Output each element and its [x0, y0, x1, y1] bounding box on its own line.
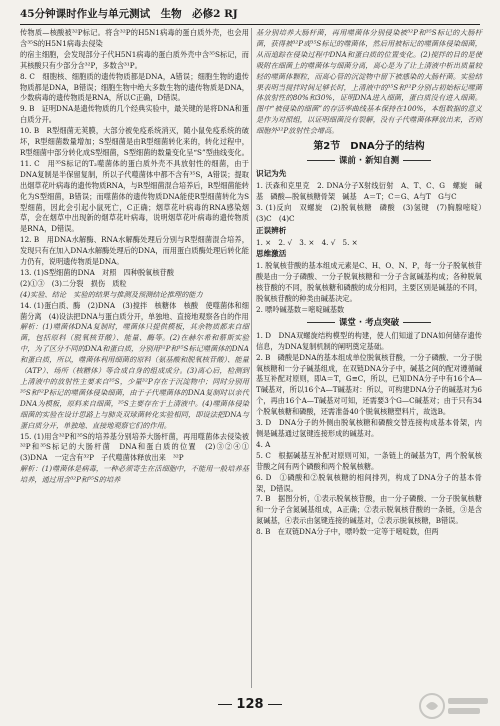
answer-paragraph: 13. (1)S型细菌的DNA 对照 四种脱氧核苷酸: [20, 267, 174, 277]
explanation-paragraph: 解析：(1)噬菌体是病毒，一种必须寄生在活细胞中，不能用一般培养基培养，通过用含³²P和³⁵S的培养: [20, 464, 249, 485]
heading-judge: 正误辨析: [256, 225, 287, 235]
practice-item: 7. B 据图分析，①表示脱氧核苷酸，由一分子磷酸、一分子脱氧核糖和一分子含氮碱基组成，A正确；②表示脱氧核苷酸的一条链，③是含氮碱基，④表示由氢键连接的碱基对，②表示脱氧核糖，B错误。: [256, 494, 482, 526]
watermark-logo-icon: [418, 690, 494, 722]
practice-item: 8. B 在双链DNA分子中，嘌呤数一定等于嘧啶数，但两: [256, 527, 439, 537]
sub-title-pre-class: 课前 · 新知自测: [256, 155, 482, 167]
practice-item: 4. A: [256, 439, 271, 449]
explanation-paragraph: 基分别培养大肠杆菌，再用噬菌体分别侵染被³²P和³⁵S标记的大肠杆菌，获得被³²P或³⁵S标记的噬菌体，然后用被标记的噬菌体侵染细菌，从而追踪在侵染过程中DNA和蛋白质的位置变化。(2)搅拌的目的是使吸附在细菌上的噬菌体与细菌分离，离心是为了让上清液中析出质量较轻的噬菌体颗粒，而离心管的沉淀物中留下被感染的大肠杆菌。实验结果表明当搅拌时间足够长时，上清液中的³⁵S和³²P分别占初始标记噬菌体放射性的80%和30%，证明DNA进入细菌，蛋白质没有进入细菌。图中“被侵染的细菌”的存活率曲线基本保持在100%，本组数据的意义是作为对照组，以证明细菌没有裂解，没有子代噬菌体释放出来，否则细胞外³²P放射性会增高。: [256, 28, 482, 136]
sub-title-in-class: 课堂 · 考点突破: [256, 317, 482, 329]
left-column: [20, 28, 257, 688]
answer-paragraph: 10. B R型细菌无荚膜，大部分被免疫系统消灭，随小鼠免疫系统的破坏，R型细菌数量增加；S型细菌是由R型细菌转化来的，转化过程中，R型细菌中部分转化成S型细菌，S型细菌的数量变化呈“S”型曲线变化。: [20, 126, 249, 157]
recall-item: 1. 沃森和克里克 2. DNA分子X射线衍射 A、T、C、G 螺旋 碱基 磷酸—脱氧核糖骨架 碱基 A＝T；C＝G、A与T G与C: [256, 180, 482, 201]
practice-item: 5. C 根据碱基互补配对原则可知，一条链上的碱基为T，两个脱氧核苷酸之间有两个磷酸和两个脱氧核糖。: [256, 450, 482, 471]
judge-items: 1. × 2. √ 3. × 4. √ 5. ×: [256, 237, 358, 247]
practice-item: 1. D DNA双螺旋结构模型的构建，使人们知道了DNA如何储存遗传信息，为DNA复制机制的阐明奠定基础。: [256, 330, 482, 351]
recall-item: 3. (1)反向 双螺旋 (2)脱氧核糖 磷酸 (3)氢键 (7)胸腺嘧啶） (3)C (4)C: [256, 202, 490, 223]
answer-paragraph: 14. (1)蛋白质、酶 (2)DNA (3)搅拌 核糖体 核酸 使噬菌体和细菌分离 (4)设法把DNA与蛋白质分开，单独地、直接地观察各自的作用: [20, 300, 249, 321]
answer-paragraph: 8. C 细胞核、细胞质的遗传物质都是DNA，A错误；细胞生物的遗传物质都是DNA，B错误；细胞生物中绝大多数生物的遗传物质是DNA，少数病毒的遗传物质是RNA，所以C正确，D错误。: [20, 71, 249, 103]
answer-paragraph: (2)①③ (3)二分裂 损伤 质粒: [20, 278, 127, 288]
answer-paragraph: (4)实验、结论 实验的结果与推测及预测结论推理的能力: [20, 289, 203, 299]
answer-paragraph: 11. C 用³⁵S标记的T₂噬菌体的蛋白质外壳不具放射性的细菌，由于DNA复制是半保留复制，所以子代噬菌体中都不含有³⁵S，A错误；提取出烟草花叶病毒的遗传物质RNA，与R型细菌混合培养后，R型细菌能转化为S型细菌，B错误；而噬菌体的遗传物质DNA能使R型细菌转化为S型细菌，因此会引起小鼠死亡，C正确；烟草花叶病毒的RNA感染烟草，会在烟草中出现新的烟草花叶病毒，说明烟草花叶病毒的遗传物质是RNA，D错误。: [20, 158, 249, 234]
heading-think: 思维激活: [256, 249, 287, 259]
right-column: [256, 28, 490, 688]
heading-recall: 识记为先: [256, 169, 287, 179]
explanation-paragraph: 解析：(1)噬菌体DNA复制时，噬菌体只提供模板，其余物质都来自细菌，包括原料（脱氧核苷酸）、能量、酶等。(2)在赫尔希和蔡斯实验中，为了区分不同的DNA和蛋白质，分别用³²P和³⁵S标记噬菌体的DNA和蛋白质，所以，噬菌体利用细菌的原料（氨基酸和脱氧核苷酸）、能量（ATP）、场所（核糖体）等合成自身的组成成分。(3)离心后，检测到上清液中的放射性主要来自³⁵S，少量³²P存在于沉淀物中；同时分别用³⁵S和³²P标记的噬菌体侵染细菌，由于子代噬菌体的DNA复制时以亲代DNA为模板，原料来自细菌，³⁵S主要存在于上清液中。(4)噬菌体侵染细菌的实验在设计思路上与肺炎双球菌转化实验相同，即设法把DNA与蛋白质分开，单独地、直接地观察它们的作用。: [20, 322, 249, 430]
page-header: [20, 4, 480, 25]
page-number: 128: [0, 697, 500, 712]
answer-paragraph: 传物质—核酸被³²P标记。将含³²P的H5N1病毒的蛋白质外壳，也会用含³⁵S的H5N1病毒去侵染: [20, 28, 249, 48]
header-title: 45分钟课时作业与单元测试 生物 必修2 RJ: [20, 8, 238, 20]
section-title: 第2节 DNA分子的结构: [313, 141, 425, 153]
answer-paragraph: 12. B 用DNA水解酶、RNA水解酶处理后分别与R型细菌混合培养，发现只有在加入DNA水解酶处理后的DNA，而用蛋白质酶处理后转化能力仍有，说明遗传物质是DNA。: [20, 235, 249, 267]
answer-paragraph: 15. (1)用含³²P和³⁵S的培养基分别培养大肠杆菌，再用噬菌体去侵染被³²P和³⁵S标记的大肠杆菌 DNA和蛋白质的位置 (2)③②④① (3)DNA 一定含有³²P 子代噬菌体释放出来 ³²P: [20, 431, 257, 463]
think-item: 2. 嘌呤碱基数＝嘧啶碱基数: [256, 304, 345, 314]
answer-paragraph: 的宿主细胞，会发现部分子代H5N1病毒的蛋白质外壳中含³⁵S标记，而其核酸只有少部分含³²P，多数含³¹P。: [20, 49, 249, 70]
answer-paragraph: 9. B 证明DNA是遗传物质的几个经典实验中，最关键的是将DNA和蛋白质分开。: [20, 104, 249, 125]
think-item: 1. 脱氧核苷酸的基本组成元素是C、H、O、N、P，每一分子脱氧核苷酸是由一分子磷酸、一分子脱氧核糖和一分子含氮碱基构成；各种脱氧核苷酸的不同，脱氧核糖和磷酸的成分相同，主要区别是碱基的不同，脱氧核苷酸的种类由碱基决定。: [256, 261, 482, 304]
practice-item: 6. D ①磷酸和②脱氧核糖的相间排列，构成了DNA分子的基本骨架，D错误。: [256, 472, 482, 493]
practice-item: 2. B 磷酸是DNA的基本组成单位脱氧核苷酸，一分子磷酸、一分子脱氧核糖和一分子碱基组成，在双链DNA分子中，碱基之间的配对遵循碱基互补配对原则，即A＝T，G≡C，所以，已知DNA分子中有16个A—T碱基对，所以16个A—T碱基对：所以，可构建DNA分子的碱基对为6个，再由16个A—T碱基对可知，还需要3个G—C碱基对；由于只有34个脱氧核糖和磷酸，还需准备40个脱氧核糖塑料片，故选B。: [256, 352, 482, 417]
practice-item: 3. D DNA分子的外侧由脱氧核糖和磷酸交替连接构成基本骨架，内侧是碱基通过氢键连接形成的碱基对。: [256, 418, 482, 438]
column-divider: [251, 28, 252, 688]
